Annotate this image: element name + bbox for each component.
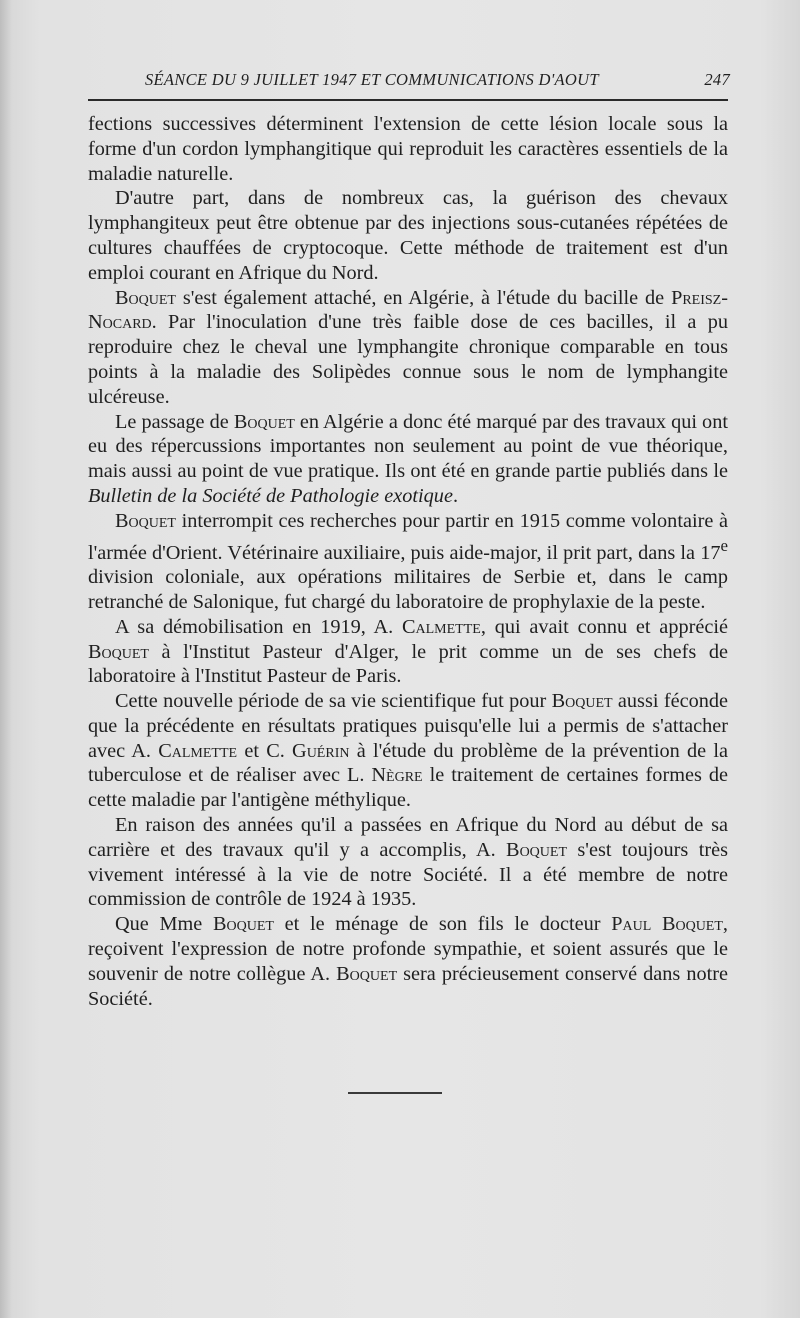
paragraph-4: Le passage de Boquet en Algérie a donc été marqué par des travaux qui ont eu des répercussions importantes non seulement au point de vue théorique, mais aussi au point de vue pratique. Ils ont été en grande partie publiés dans le Bulletin de la Société de Pathologie exotique. — [88, 410, 728, 507]
paragraph-9: Que Mme Boquet et le ménage de son fils le docteur Paul Boquet, reçoivent l'expression de notre profonde sympathie, et soient assurés que le souvenir de notre collègue A. Boquet sera précieusement conservé dans notre Société. — [88, 913, 729, 1010]
paragraph-6: A sa démobilisation en 1919, A. Calmette, qui avait connu et apprécié Boquet à l'Institut Pasteur d'Alger, le prit comme un de ses chefs de laboratoire à l'Institut Pasteur de Paris. — [88, 615, 728, 688]
page-number: 247 — [704, 70, 730, 89]
paragraph-1: fections successives déterminent l'extension de cette lésion locale sous la forme d'un cordon lymphangitique qui reproduit les caractères essentiels de la maladie naturelle. — [88, 113, 728, 185]
running-header — [90, 70, 730, 90]
header-rule — [88, 99, 728, 101]
paragraph-2: D'autre part, dans de nombreux cas, la guérison des chevaux lymphangiteux peut être obtenue par des injections sous-cutanées répétées de cultures chauffées de cryptocoque. Cette méthode de traitement est d'un emploi courant en Afrique du Nord. — [88, 187, 728, 284]
paragraph-8: En raison des années qu'il a passées en Afrique du Nord au début de sa carrière et des travaux qu'il y a accomplis, A. Boquet s'est toujours très vivement intéressé à la vie de notre Société. Il a été membre de notre commission de contrôle de 1924 à 1935. — [88, 814, 728, 911]
paragraph-3: Boquet s'est également attaché, en Algérie, à l'étude du bacille de Preisz-Nocard. Par l'inoculation d'une très faible dose de ces bacilles, il a pu reproduire chez le cheval une lymphangite chronique comparable en tous points à la maladie des Solipèdes connue sous le nom de lymphangite ulcéreuse. — [88, 286, 728, 408]
running-title: SÉANCE DU 9 JUILLET 1947 ET COMMUNICATIONS D'AOUT — [145, 70, 599, 89]
paragraph-7: Cette nouvelle période de sa vie scientifique fut pour Boquet aussi féconde que la précédente en résultats pratiques puisqu'elle lui a permis de s'attacher avec A. Calmette et C. Guérin à l'étude du problème de la prévention de la tuberculose et de réaliser avec L. Nègre le traitement de certaines formes de cette maladie par l'antigène méthylique. — [88, 690, 728, 812]
paragraph-5: Boquet interrompit ces recherches pour partir en 1915 comme volontaire à l'armée d'Orient. Vétérinaire auxiliaire, puis aide-major, il prit part, dans la 17e division coloniale, aux opérations militaires de Serbie et, dans le camp retranché de Salonique, fut chargé du laboratoire de prophylaxie de la peste. — [88, 509, 728, 613]
end-rule — [348, 1092, 442, 1094]
journal-title: Bulletin de la Société de Pathologie exotique — [88, 484, 453, 507]
article-body — [88, 112, 728, 1011]
